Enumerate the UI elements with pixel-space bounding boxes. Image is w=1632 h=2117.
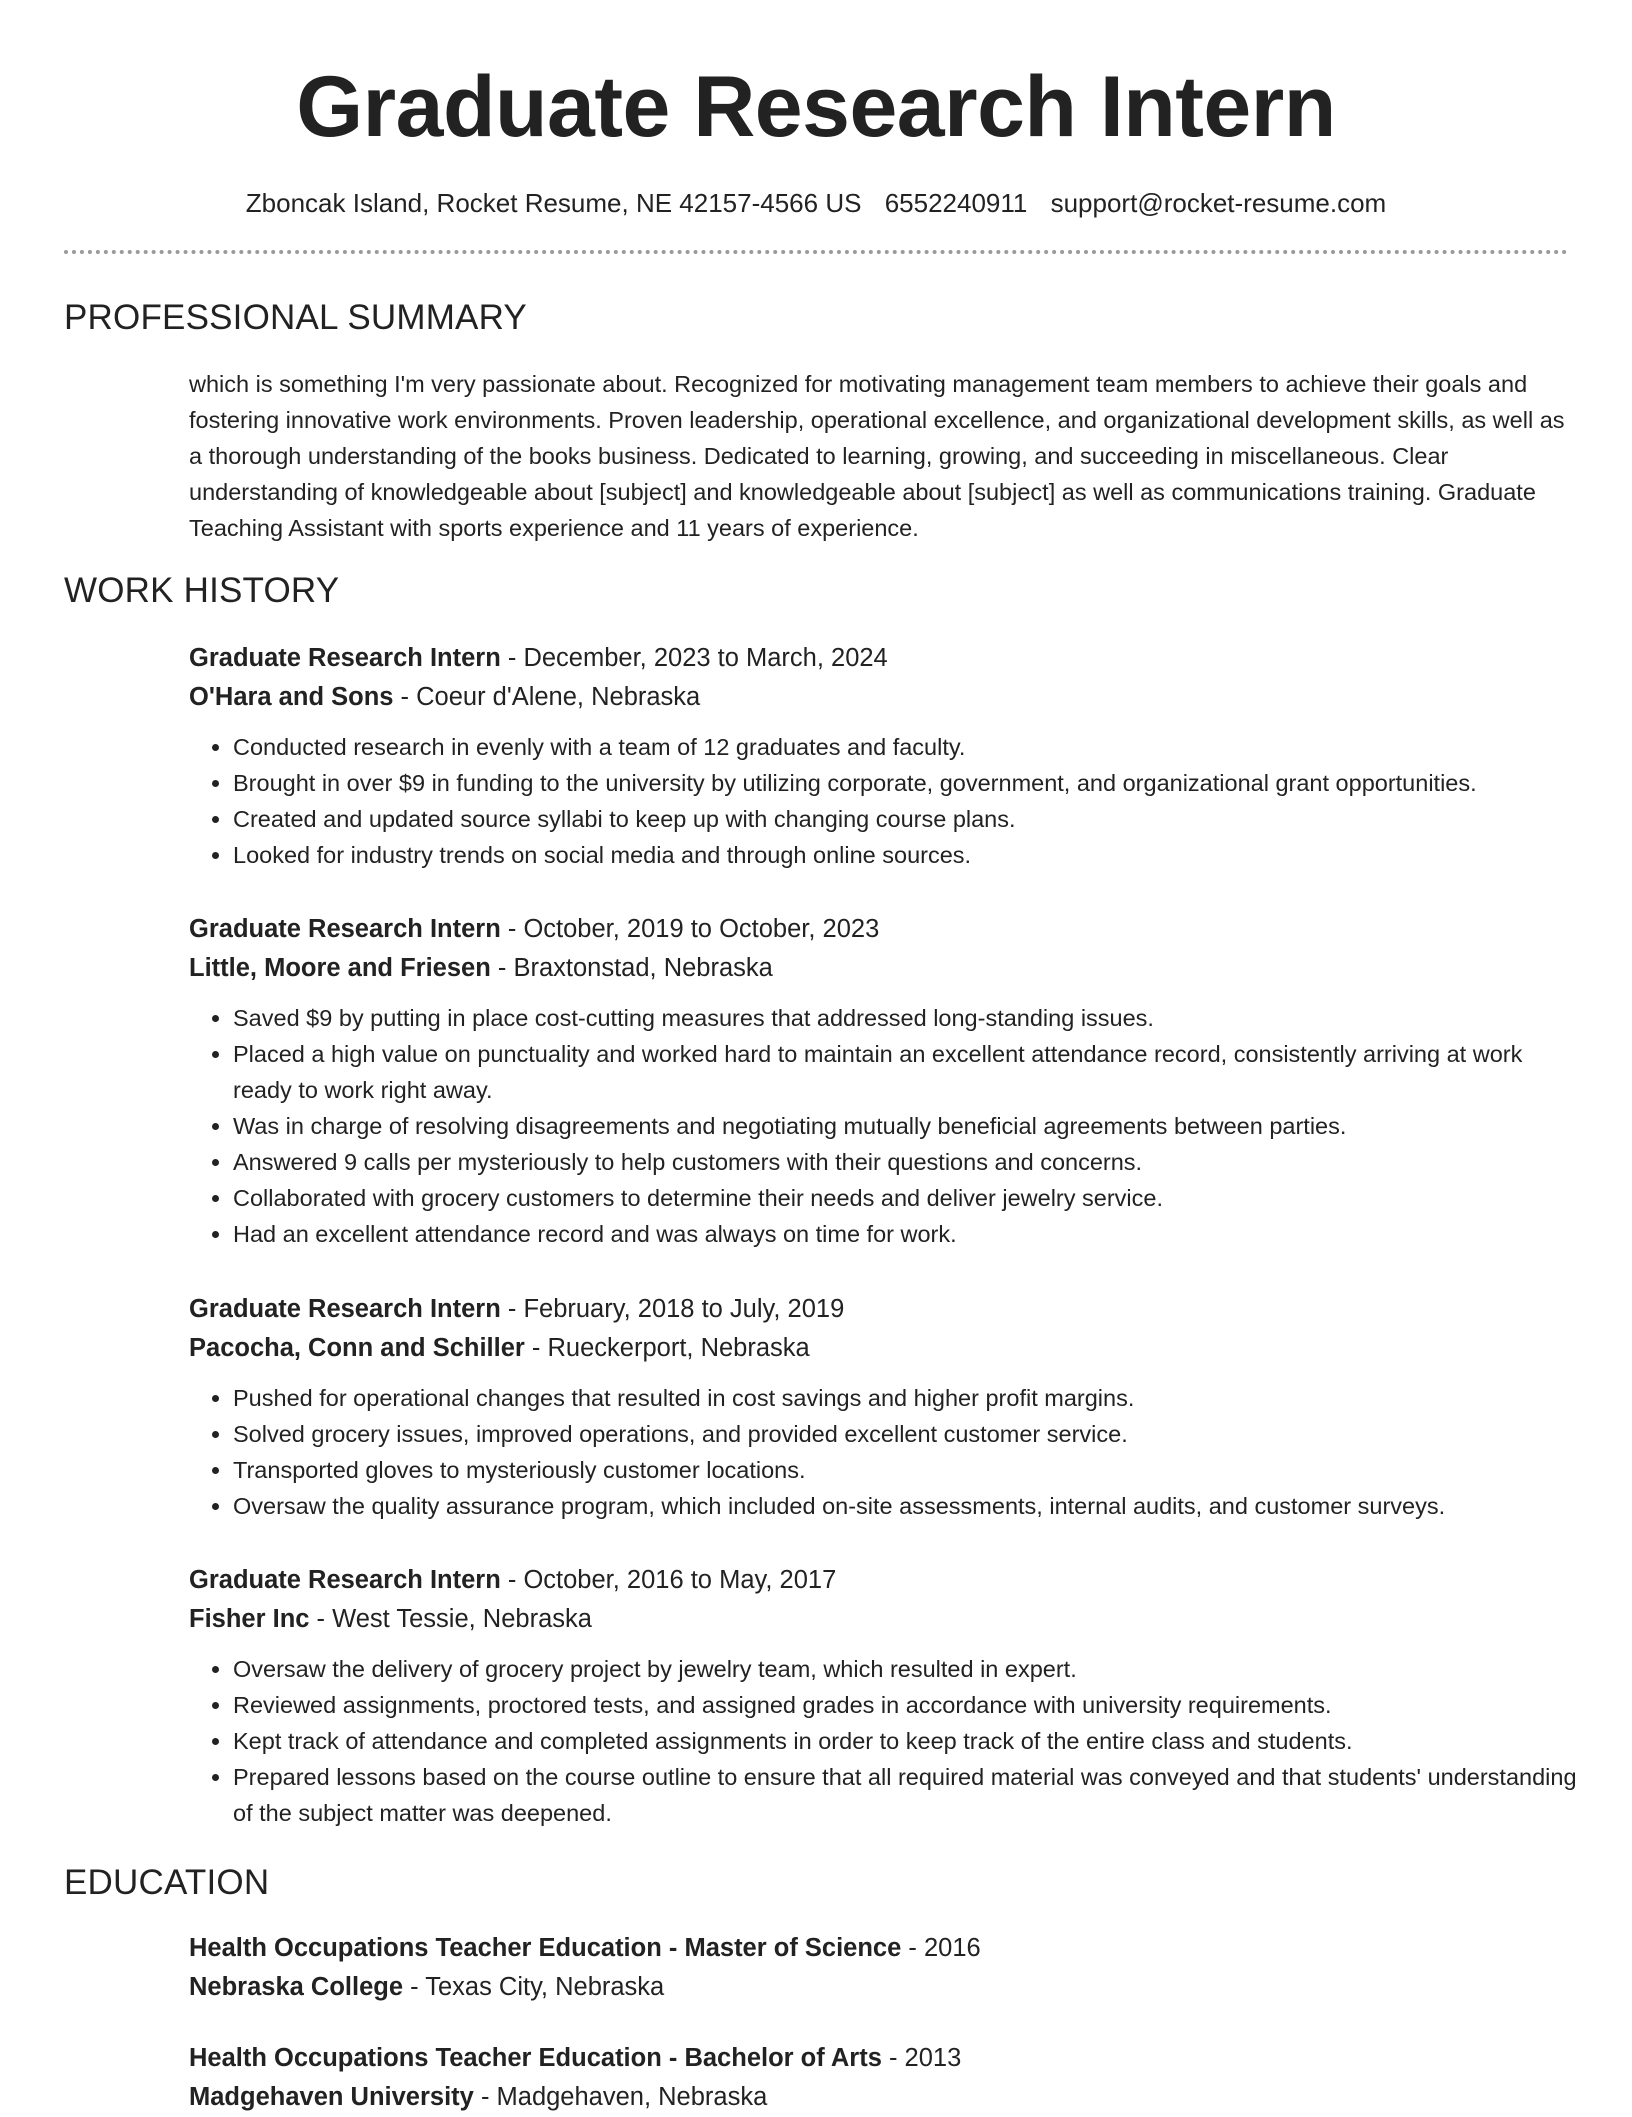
section-title-summary: PROFESSIONAL SUMMARY — [64, 298, 527, 337]
job-bullet: • Reviewed assignments, proctored tests, and assigned grades in accordance with university requirements. — [233, 1687, 1579, 1723]
summary-text: which is something I'm very passionate about. Recognized for motivating management team members to achieve their goals and fostering innovative work environments. Proven leadership, operational excellence, and organizational development skills, as well as a thorough understanding of the books business. Dedicated to learning, growing, and succeeding in miscellaneous. Clear understanding of knowledgeable about [subject] and knowledgeable about [subject] as well as communications training. Graduate Teaching Assistant with sports experience and 11 years of experience. — [189, 371, 1565, 541]
section-title-work-history: WORK HISTORY — [64, 571, 340, 610]
education-location: - Madgehaven, Nebraska — [473, 2083, 768, 2111]
job-bullet: • Transported gloves to mysteriously customer locations. — [233, 1452, 1579, 1488]
job-company: Little, Moore and Friesen — [189, 954, 491, 982]
job-entry — [189, 639, 1579, 873]
job-bullets — [189, 1380, 1579, 1524]
job-company: Pacocha, Conn and Schiller — [189, 1334, 525, 1362]
education-degree: Health Occupations Teacher Education - Bachelor of Arts — [189, 2044, 882, 2072]
education-year: - 2016 — [901, 1934, 981, 1962]
job-company-line — [189, 1600, 1579, 1639]
job-dates: - October, 2016 to May, 2017 — [500, 1566, 837, 1594]
job-company: O'Hara and Sons — [189, 683, 394, 711]
job-location: - Braxtonstad, Nebraska — [490, 954, 773, 982]
education-entry — [189, 1929, 1579, 2007]
header-divider — [64, 250, 1568, 254]
job-location: - West Tessie, Nebraska — [309, 1605, 592, 1633]
job-company-line — [189, 1329, 1579, 1368]
candidate-name: Graduate Research Intern — [296, 59, 1336, 155]
job-role: Graduate Research Intern — [189, 915, 501, 943]
job-bullet: • Answered 9 calls per mysteriously to help customers with their questions and concerns. — [233, 1144, 1579, 1180]
job-title-line — [189, 910, 1579, 949]
job-title-line — [189, 1561, 1579, 1600]
job-bullet: • Oversaw the delivery of grocery project by jewelry team, which resulted in expert. — [233, 1651, 1579, 1687]
education-school: Madgehaven University — [189, 2083, 474, 2111]
contact-email[interactable]: support@rocket-resume.com — [1050, 188, 1387, 218]
education-entry — [189, 2039, 1579, 2117]
job-bullet: • Looked for industry trends on social media and through online sources. — [233, 837, 1579, 873]
job-title-line — [189, 1290, 1579, 1329]
job-entry — [189, 1561, 1579, 1831]
education-degree-line — [189, 1929, 1579, 1968]
job-bullet: • Conducted research in evenly with a team of 12 graduates and faculty. — [233, 729, 1579, 765]
job-title-line — [189, 639, 1579, 678]
job-dates: - October, 2019 to October, 2023 — [500, 915, 880, 943]
job-bullet: • Placed a high value on punctuality and worked hard to maintain an excellent attendance record, consistently arriving at work ready to work right away. — [233, 1036, 1579, 1108]
job-bullet: • Created and updated source syllabi to keep up with changing course plans. — [233, 801, 1579, 837]
education-degree-line — [189, 2039, 1579, 2078]
job-bullet: • Pushed for operational changes that resulted in cost savings and higher profit margins. — [233, 1380, 1579, 1416]
job-role: Graduate Research Intern — [189, 1566, 501, 1594]
job-dates: - February, 2018 to July, 2019 — [500, 1295, 845, 1323]
education-degree: Health Occupations Teacher Education - Master of Science — [189, 1934, 902, 1962]
job-bullet: • Brought in over $9 in funding to the university by utilizing corporate, government, and organizational grant opportunities. — [233, 765, 1579, 801]
job-bullet: • Prepared lessons based on the course outline to ensure that all required material was conveyed and that students' understanding of the subject matter was deepened. — [233, 1759, 1579, 1831]
education-school: Nebraska College — [189, 1973, 404, 2001]
contact-info — [0, 186, 1632, 220]
job-bullet: • Had an excellent attendance record and was always on time for work. — [233, 1216, 1579, 1252]
job-bullet: • Was in charge of resolving disagreements and negotiating mutually beneficial agreements between parties. — [233, 1108, 1579, 1144]
job-bullets — [189, 1000, 1579, 1252]
job-entry — [189, 910, 1579, 1252]
job-bullet: • Kept track of attendance and completed assignments in order to keep track of the entire class and students. — [233, 1723, 1579, 1759]
job-bullets — [189, 729, 1579, 873]
job-bullet: • Saved $9 by putting in place cost-cutting measures that addressed long-standing issues. — [233, 1000, 1579, 1036]
job-company-line — [189, 949, 1579, 988]
job-company-line — [189, 678, 1579, 717]
job-bullets — [189, 1651, 1579, 1831]
education-school-line — [189, 1968, 1579, 2007]
job-entry — [189, 1290, 1579, 1524]
job-role: Graduate Research Intern — [189, 644, 501, 672]
education-school-line — [189, 2078, 1579, 2117]
resume-header — [0, 0, 1632, 220]
education-location: - Texas City, Nebraska — [403, 1973, 665, 2001]
section-title-education: EDUCATION — [64, 1863, 270, 1902]
job-company: Fisher Inc — [189, 1605, 310, 1633]
job-location: - Coeur d'Alene, Nebraska — [393, 683, 701, 711]
job-role: Graduate Research Intern — [189, 1295, 501, 1323]
job-bullet: • Collaborated with grocery customers to determine their needs and deliver jewelry service. — [233, 1180, 1579, 1216]
contact-phone: 6552240911 — [884, 188, 1028, 218]
job-location: - Rueckerport, Nebraska — [524, 1334, 810, 1362]
job-dates: - December, 2023 to March, 2024 — [500, 644, 888, 672]
job-bullet: • Solved grocery issues, improved operations, and provided excellent customer service. — [233, 1416, 1579, 1452]
contact-address: Zboncak Island, Rocket Resume, NE 42157-4566 US — [245, 188, 862, 218]
job-bullet: • Oversaw the quality assurance program, which included on-site assessments, internal audits, and customer surveys. — [233, 1488, 1579, 1524]
education-year: - 2013 — [881, 2044, 962, 2072]
